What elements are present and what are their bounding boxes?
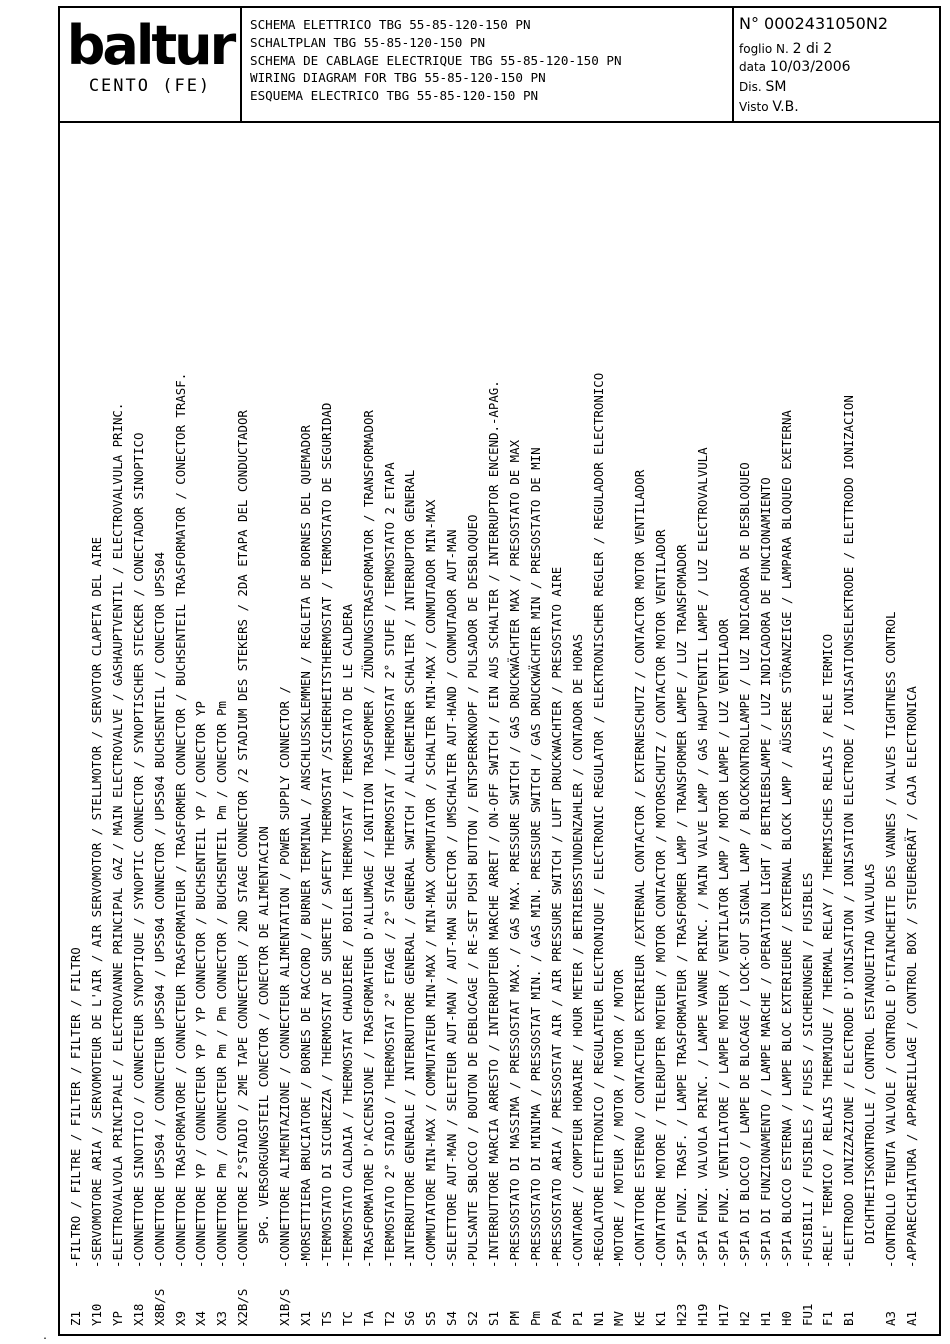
document-number: N° 0002431050N2	[739, 14, 888, 33]
legend-code: FU1	[799, 1303, 815, 1326]
title-en: WIRING DIAGRAM FOR TBG 55-85-120-150 PN	[250, 70, 546, 86]
legend-description: -SPIA DI BLOCCO / LAMPE DE BLOCAGE / LOCK-OUT SIGNAL LAMP / BLOCKKONTROLLAMPE / LUZ INDICADORA DE DESBLOQUEO	[736, 462, 752, 1268]
title-de: SCHALTPLAN TBG 55-85-120-150 PN	[250, 34, 486, 50]
title-es: ESQUEMA ELECTRICO TBG 55-85-120-150 PN	[250, 88, 539, 104]
legend-description: -ELETTROVALVOLA PRINCIPALE / ELECTROVANNE PRINCIPAL GAZ / MAIN ELECTROVALVE / GASHAUPTVENTIL / ELECTROVALVULA PRINC.	[109, 402, 125, 1268]
legend-description: -CONNETTORE TRASFORMATORE / CONNECTEUR TRASFORMATEUR / TRASFORMER CONNECTOR / BUCHSENTEIL TRASFORMATOR / CONECTOR TRASF.	[172, 372, 188, 1268]
legend-list	[60, 121, 939, 1334]
legend-description: -CONTATTORE MOTORE / TELERUPTER MOTEUR / MOTOR CONTACTOR / MOTORSCHUTZ / CONTACTOR MOTOR VENTILADOR	[653, 529, 669, 1268]
legend-description: -REGOLATORE ELETTRONICO / REGULATEUR ELECTRONIQUE / ELECTRONIC REGULATOR / ELEKTRONISCHER REGLER / REGULADOR ELECTRONICO	[590, 372, 606, 1268]
drawing-titles	[250, 16, 722, 105]
legend-code: S5	[423, 1311, 439, 1326]
legend-code: H23	[674, 1303, 690, 1326]
legend-description: -SPIA FUNZ. TRASF. / LAMPE TRASFORMATEUR / TRASFORMER LAMP / TRANSFORMER LAMPE / LUZ TRANSFOMADOR	[674, 544, 690, 1268]
legend-description: -CONNETTORE Pm / CONNECTEUR Pm / Pm CONNECTOR / BUCHSENTEIL Pm / CONECTOR Pm	[214, 701, 230, 1268]
legend-code: H19	[695, 1303, 710, 1326]
dis-label: Dis.	[739, 80, 762, 94]
date-line	[739, 59, 851, 75]
legend-code: TA	[360, 1311, 376, 1326]
legend-code: TS	[318, 1311, 334, 1326]
legend-description: -CONTATTORE ESTERNO / CONTACTEUR EXTERIEUR /EXTERNAL CONTACTOR / EXTERNESCHUTZ / CONTACTOR MOTOR VENTILADOR	[632, 469, 648, 1268]
date-value: 10/03/2006	[769, 59, 851, 75]
legend-description: -TERMOSTATO 2° STADIO / THERMOSTAT 2° ETAGE / 2° STAGE THERMOSTAT / THERMOSTAT 2° STUFE / TERMOSTATO 2 ETAPA	[381, 462, 397, 1268]
legend-description: -TERMOSTATO DI SICUREZZA / THERMOSTAT DE SURETE / SAFETY THERMOSTAT /SICHERHEITSTHERMOSTAT / TERMOSTATO DE SEGURIDAD	[318, 402, 334, 1268]
legend-code: Y10	[88, 1303, 104, 1326]
sheet-line	[739, 41, 832, 57]
legend-description: -SPIA FUNZ. VALVOLA PRINC. / LAMPE VANNE PRINC. / MAIN VALVE LAMP / GAS HAUPTVENTIL LAMPE / LUZ ELECTROVALVULA	[695, 447, 710, 1268]
legend-area	[60, 121, 939, 1334]
legend-code: X1	[297, 1311, 313, 1326]
legend-description: -TERMOSTATO CALDAIA / THERMOSTAT CHAUDIERE / BOILER THERMOSTAT / TERMOSTATO DE LE CALDERA	[339, 604, 355, 1268]
legend-description: -FILTRO / FILTRE / FILTER / FILTER / FILTRO	[68, 947, 83, 1268]
date-label: data	[739, 60, 767, 74]
legend-code: F1	[820, 1311, 836, 1326]
legend-description: -SELETTORE AUT-MAN / SELETEUR AUT-MAN / AUT-MAN SELECTOR / UMSCHALTER AUT-HAND / CONMUTADOR AUT-MAN	[444, 529, 460, 1268]
drawn-by-line	[739, 79, 786, 95]
legend-code: Z1	[68, 1311, 83, 1326]
legend-code: TC	[339, 1311, 355, 1326]
legend-code: B1	[841, 1311, 857, 1326]
legend-code: A1	[904, 1311, 919, 1326]
legend-description: -INTERRUTTORE MARCIA ARRESTO / INTERRUPTEUR MARCHE ARRET / ON-OFF SWITCH / EIN AUS SCHALTER / INTERRUPTOR ENCEND.-APAG.	[486, 380, 501, 1268]
company-city: CENTO (FE)	[88, 76, 212, 96]
legend-description: -PRESSOSTATO ARIA / PRESSOSTAT AIR / AIR PRESSURE SWITCH / LUFT DRUCKWACHTER / PRESOSTATO AIRE	[548, 566, 564, 1268]
side-mark: .	[42, 1331, 49, 1342]
info-cell	[732, 8, 941, 121]
title-block	[60, 8, 939, 123]
legend-description: -SPIA FUNZ. VENTILATORE / LAMPE MOTEUR / VENTILATOR LAMP / MOTOR LAMPE / LUZ VENTILADOR	[715, 618, 731, 1268]
legend-code: SG	[402, 1311, 418, 1326]
title-fr: SCHEMA DE CABLAGE ELECTRIQUE TBG 55-85-120-150 PN	[250, 52, 622, 68]
legend-code: PM	[506, 1311, 522, 1326]
legend-code: X18	[130, 1303, 146, 1326]
legend-code: A3	[883, 1311, 899, 1326]
legend-code: H0	[778, 1311, 794, 1326]
foglio-label: foglio N.	[739, 42, 789, 56]
legend-description: -MOTORE / MOTEUR / MOTOR / MOTOR / MOTOR	[611, 969, 627, 1268]
legend-description: -INTERRUTTORE GENERALE / INTERRUTTORE GENERAL / GENERAL SWITCH / ALLGEMEINER SCHALTER / INTERRUPTOR GENERAL	[402, 469, 418, 1268]
legend-description: -FUSIBILI / FUSIBLES / FUSES / SICHERUNGEN / FUSIBLES	[799, 872, 815, 1268]
legend-code: S2	[465, 1311, 481, 1326]
baltur-logo	[60, 14, 240, 74]
legend-code: X4	[193, 1311, 209, 1326]
legend-description: -PRESSOSTATO DI MASSIMA / PRESSOSTAT MAX. / GAS MAX. PRESSURE SWITCH / GAS DRUCKWÄCHTER MAX / PRESOSTATO DE MAX	[506, 439, 522, 1268]
legend-code: Pm	[527, 1311, 543, 1326]
legend-code: N1	[590, 1311, 606, 1326]
legend-description: -RELE' TERMICO / RELAIS THERMIQUE / THERMAL RELAY / THERMISCHES RELAIS / RELE TERMICO	[820, 633, 836, 1268]
legend-code: H1	[757, 1311, 773, 1326]
legend-code: KE	[632, 1311, 648, 1326]
legend-code: H2	[736, 1311, 752, 1326]
legend-code: H17	[715, 1303, 731, 1326]
checked-by-line	[739, 99, 799, 115]
visto-label: Visto	[739, 100, 769, 114]
legend-code: T2	[381, 1311, 397, 1326]
legend-description: -CONNETTORE 2°STADIO / 2ME TAPE CONNECTEUR / 2ND STAGE CONNECTOR /2 STADIUM DES STEKERS / 2DA ETAPA DEL CONDUCTADOR	[235, 410, 251, 1268]
legend-description: -MORSETTIERA BRUCIATORE / BORNES DE RACCORD / BURNER TERMINAL / ANSCHLUSSKLEMMEN / REGLETA DE BORNES DEL QUEMADOR	[297, 425, 313, 1268]
legend-description: -COMMUTATORE MIN-MAX / COMMUTATEUR MIN-MAX / MIN-MAX COMMUTATOR / SCHALTER MIN-MAX / CONMUTADOR MIN-MAX	[423, 499, 439, 1268]
legend-code: X9	[172, 1311, 188, 1326]
legend-description: -SPIA BLOCCO ESTERNA / LAMPE BLOC EXTERIEURE / EXTERNAL BLOCK LAMP / AÜSSERE STÖRANZEIGE / LAMPARA BLOQUEO EXETERNA	[778, 410, 794, 1268]
legend-description: -SERVOMOTORE ARIA / SERVOMOTEUR DE L'AIR / AIR SERVOMOTOR / STELLMOTOR / SERVOTOR CLAPETA DEL AIRE	[88, 536, 104, 1268]
foglio-value: 2 di 2	[792, 41, 833, 57]
legend-description: -PULSANTE SBLOCCO / BOUTON DE DEBLOCAGE / RE-SET PUSH BUTTON / ENTSPERRKNOPF / PULSADOR DE DESBLOQUEO	[465, 514, 481, 1268]
legend-code: P1	[569, 1311, 585, 1326]
legend-description: -PRESSOSTATO DI MINIMA / PRESSOSTAT MIN. / GAS MIN. PRESSURE SWITCH / GAS DRUCKWÄCHTER MIN / PRESOSTATO DE MIN	[527, 447, 543, 1268]
legend-code: X3	[214, 1311, 230, 1326]
logo-cell	[60, 8, 242, 121]
visto-value: V.B.	[772, 99, 799, 115]
legend-description: -ELETTRODO IONIZZAZIONE / ELECTRODE D'IONISATION / IONISATION ELECTRODE / IONISATIONSELEKTRODE / ELETTRODO IONIZACION	[841, 395, 857, 1268]
legend-code: YP	[109, 1311, 125, 1326]
legend-description: -CONNETTORE ALIMENTAZIONE / CONNECTEUR ALIMENTATION / POWER SUPPLY CONNECTOR /	[277, 686, 292, 1268]
legend-description: -CONTAORE / COMPTEUR HORAIRE / HOUR METER / BETRIEBSSTUNDENZAHLER / CONTADOR DE HORAS	[569, 633, 585, 1268]
legend-code: PA	[548, 1311, 564, 1326]
legend-code: K1	[653, 1311, 669, 1326]
legend-description: -CONTROLLO TENUTA VALVOLE / CONTROLE D'ETAINCHEITE DES VANNES / VALVES TIGHTNESS CONTROL	[883, 611, 899, 1268]
legend-code: MV	[611, 1311, 627, 1326]
dis-value: SM	[765, 79, 787, 95]
legend-code: X1B/S	[277, 1288, 292, 1326]
legend-description: -SPIA DI FUNZIONAMENTO / LAMPE MARCHE / OPERATION LIGHT / BETRIEBSLAMPE / LUZ INDICADORA DE FUNCIONAMIENTO	[757, 477, 773, 1268]
legend-description: -CONNETTORE SINOTTICO / CONNECTEUR SYNOPTIQUE / SYNOPTIC CONNECTOR / SYNOPTISCHER STECKER / CONECTADOR SINOPTICO	[130, 432, 146, 1268]
legend-description: -CONNETTORE UPS504 / CONNECTEUR UPS504 / UPS504 CONNECTOR / UPS504 BUCHSENTEIL / CONECTOR UPS504	[151, 551, 167, 1268]
legend-description: -TRASFORMATORE D'ACCENSIONE / TRASFORMATEUR D'ALLUMAGE / IGNITION TRASFORMER / ZÜNDUNGSTRASFORMATOR / TRANSFORMADOR	[360, 410, 376, 1268]
legend-code: S1	[486, 1311, 501, 1326]
legend-code: X8B/S	[151, 1288, 167, 1326]
legend-code: X2B/S	[235, 1288, 251, 1326]
logo-text: baltur	[66, 14, 234, 74]
legend-code: S4	[444, 1311, 460, 1326]
legend-description: -CONNETTORE YP / CONNECTEUR YP / YP CONNECTOR / BUCHSENTEIL YP / CONECTOR YP	[193, 701, 209, 1268]
title-it: SCHEMA ELETTRICO TBG 55-85-120-150 PN	[250, 17, 531, 32]
legend-description: SPG. VERSORGUNGSTEIL CONECTOR / CONECTOR DE ALIMENTACION	[256, 826, 272, 1244]
legend-description: DICHTHEITSKONTROLLE / CONTROL ESTANQUEITAD VALVULAS	[862, 863, 878, 1244]
drawing-sheet	[58, 6, 941, 1336]
legend-description: -APPARECCHIATURA / APPAREILLAGE / CONTROL BOX / STEUERGERÄT / CAJA ELECTRONICA	[904, 686, 919, 1268]
